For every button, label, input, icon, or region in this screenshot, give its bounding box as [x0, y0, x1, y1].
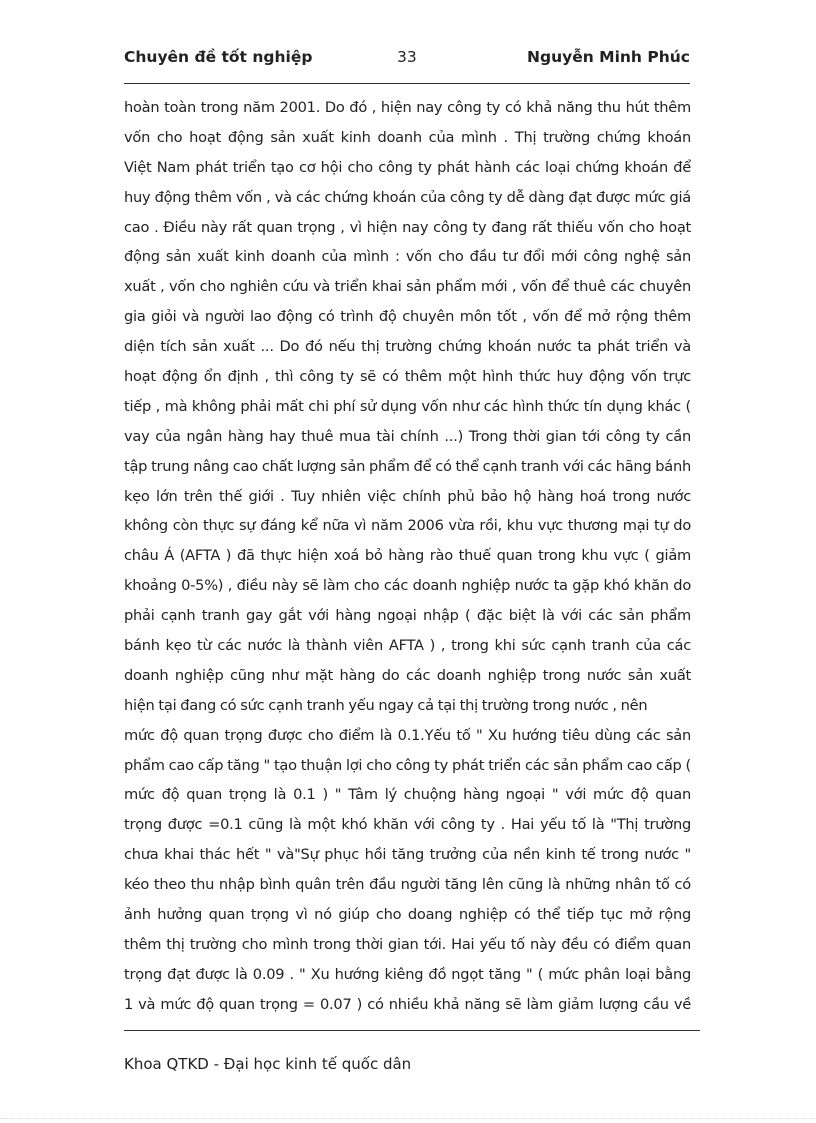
text-line: phẩm cao cấp tăng " tạo thuận lợi cho công ty phát triển các sản phẩm cao cấp (	[124, 756, 691, 774]
text-line: trọng đạt được là 0.09 . " Xu hướng kiêng đồ ngọt tăng " ( mức phân loại bằng	[124, 965, 691, 983]
header-author: Nguyễn Minh Phúc	[527, 48, 690, 66]
text-line: ảnh hưởng quan trọng vì nó giúp cho doang nghiệp có thể tiếp tục mở rộng	[124, 906, 691, 924]
text-line: doanh nghiệp cũng như mặt hàng do các doanh nghiệp trong nước sản xuất	[124, 666, 691, 684]
header-divider	[124, 83, 690, 84]
body-text	[124, 93, 691, 1020]
text-line: hoàn toàn trong năm 2001. Do đó , hiện nay công ty có khả năng thu hút thêm	[124, 99, 691, 116]
text-line: vay của ngân hàng hay thuê mua tài chính ...) Trong thời gian tới công ty cần	[124, 427, 691, 445]
text-line: diện tích sản xuất ... Do đó nếu thị trường chứng khoán nước ta phát triển và	[124, 338, 691, 356]
text-line: thêm thị trường cho mình trong thời gian tới. Hai yếu tố này đều có điểm quan	[124, 935, 691, 953]
text-line: chưa khai thác hết " và"Sự phục hồi tăng trưởng của nền kinh tế trong nước "	[124, 846, 691, 864]
page-footer: Khoa QTKD - Đại học kinh tế quốc dân	[124, 1055, 412, 1073]
text-line: Việt Nam phát triển tạo cơ hội cho công ty phát hành các loại chứng khoán để	[124, 158, 691, 176]
text-line: không còn thực sự đáng kể nữa vì năm 2006 vừa rồi, khu vực thương mại tự do	[124, 517, 691, 535]
header-title: Chuyên đề tốt nghiệp	[124, 48, 313, 66]
text-line: động sản xuất kinh doanh của mình : vốn cho đầu tư đổi mới công nghệ sản	[124, 248, 691, 266]
page-edge-dotted-line	[0, 1118, 816, 1119]
text-line: trọng được =0.1 cũng là một khó khăn với công ty . Hai yếu tố là "Thị trường	[124, 816, 691, 834]
text-line: hiện tại đang có sức cạnh tranh yếu ngay cả tại thị trường trong nước , nên	[124, 696, 648, 714]
text-line: bánh kẹo từ các nước là thành viên AFTA ) , trong khi sức cạnh tranh của các	[124, 637, 691, 655]
text-line: tiếp , mà không phải mất chi phí sử dụng vốn như các hình thức tín dụng khác (	[124, 397, 691, 415]
text-line: phải cạnh tranh gay gắt với hàng ngoại nhập ( đặc biệt là với các sản phẩm	[124, 607, 691, 625]
page-number: 33	[397, 48, 417, 66]
text-line: tập trung nâng cao chất lượng sản phẩm để có thể cạnh tranh với các hãng bánh	[124, 457, 691, 475]
text-line: 1 và mức độ quan trọng = 0.07 ) có nhiều khả năng sẽ làm giảm lượng cầu về	[124, 995, 691, 1013]
page-header	[124, 48, 690, 70]
text-line: mức độ quan trọng là 0.1 ) " Tâm lý chuộng hàng ngoại " với mức độ quan	[124, 786, 691, 804]
text-line: kẹo lớn trên thế giới . Tuy nhiên việc chính phủ bảo hộ hàng hoá trong nước	[124, 487, 691, 505]
text-line: vốn cho hoạt động sản xuất kinh doanh của mình . Thị trường chứng khoán	[124, 128, 691, 146]
footer-divider	[124, 1030, 700, 1031]
text-line: gia giỏi và người lao động có trình độ chuyên môn tốt , vốn để mở rộng thêm	[124, 308, 691, 326]
text-line: xuất , vốn cho nghiên cứu và triển khai sản phẩm mới , vốn để thuê các chuyên	[124, 278, 691, 296]
text-line: mức độ quan trọng được cho điểm là 0.1.Yếu tố " Xu hướng tiêu dùng các sản	[124, 726, 691, 744]
text-line: hoạt động ổn định , thì công ty sẽ có thêm một hình thức huy động vốn trực	[124, 368, 691, 386]
text-line: cao . Điều này rất quan trọng , vì hiện nay công ty đang rất thiếu vốn cho hoạt	[124, 218, 691, 236]
text-line: châu Á (AFTA ) đã thực hiện xoá bỏ hàng rào thuế quan trong khu vực ( giảm	[124, 547, 691, 565]
text-line: huy động thêm vốn , và các chứng khoán của công ty dễ dàng đạt được mức giá	[124, 188, 691, 206]
text-line: khoảng 0-5%) , điều này sẽ làm cho các doanh nghiệp nước ta gặp khó khăn do	[124, 577, 691, 595]
text-line: kéo theo thu nhập bình quân trên đầu người tăng lên cũng là những nhân tố có	[124, 876, 691, 894]
